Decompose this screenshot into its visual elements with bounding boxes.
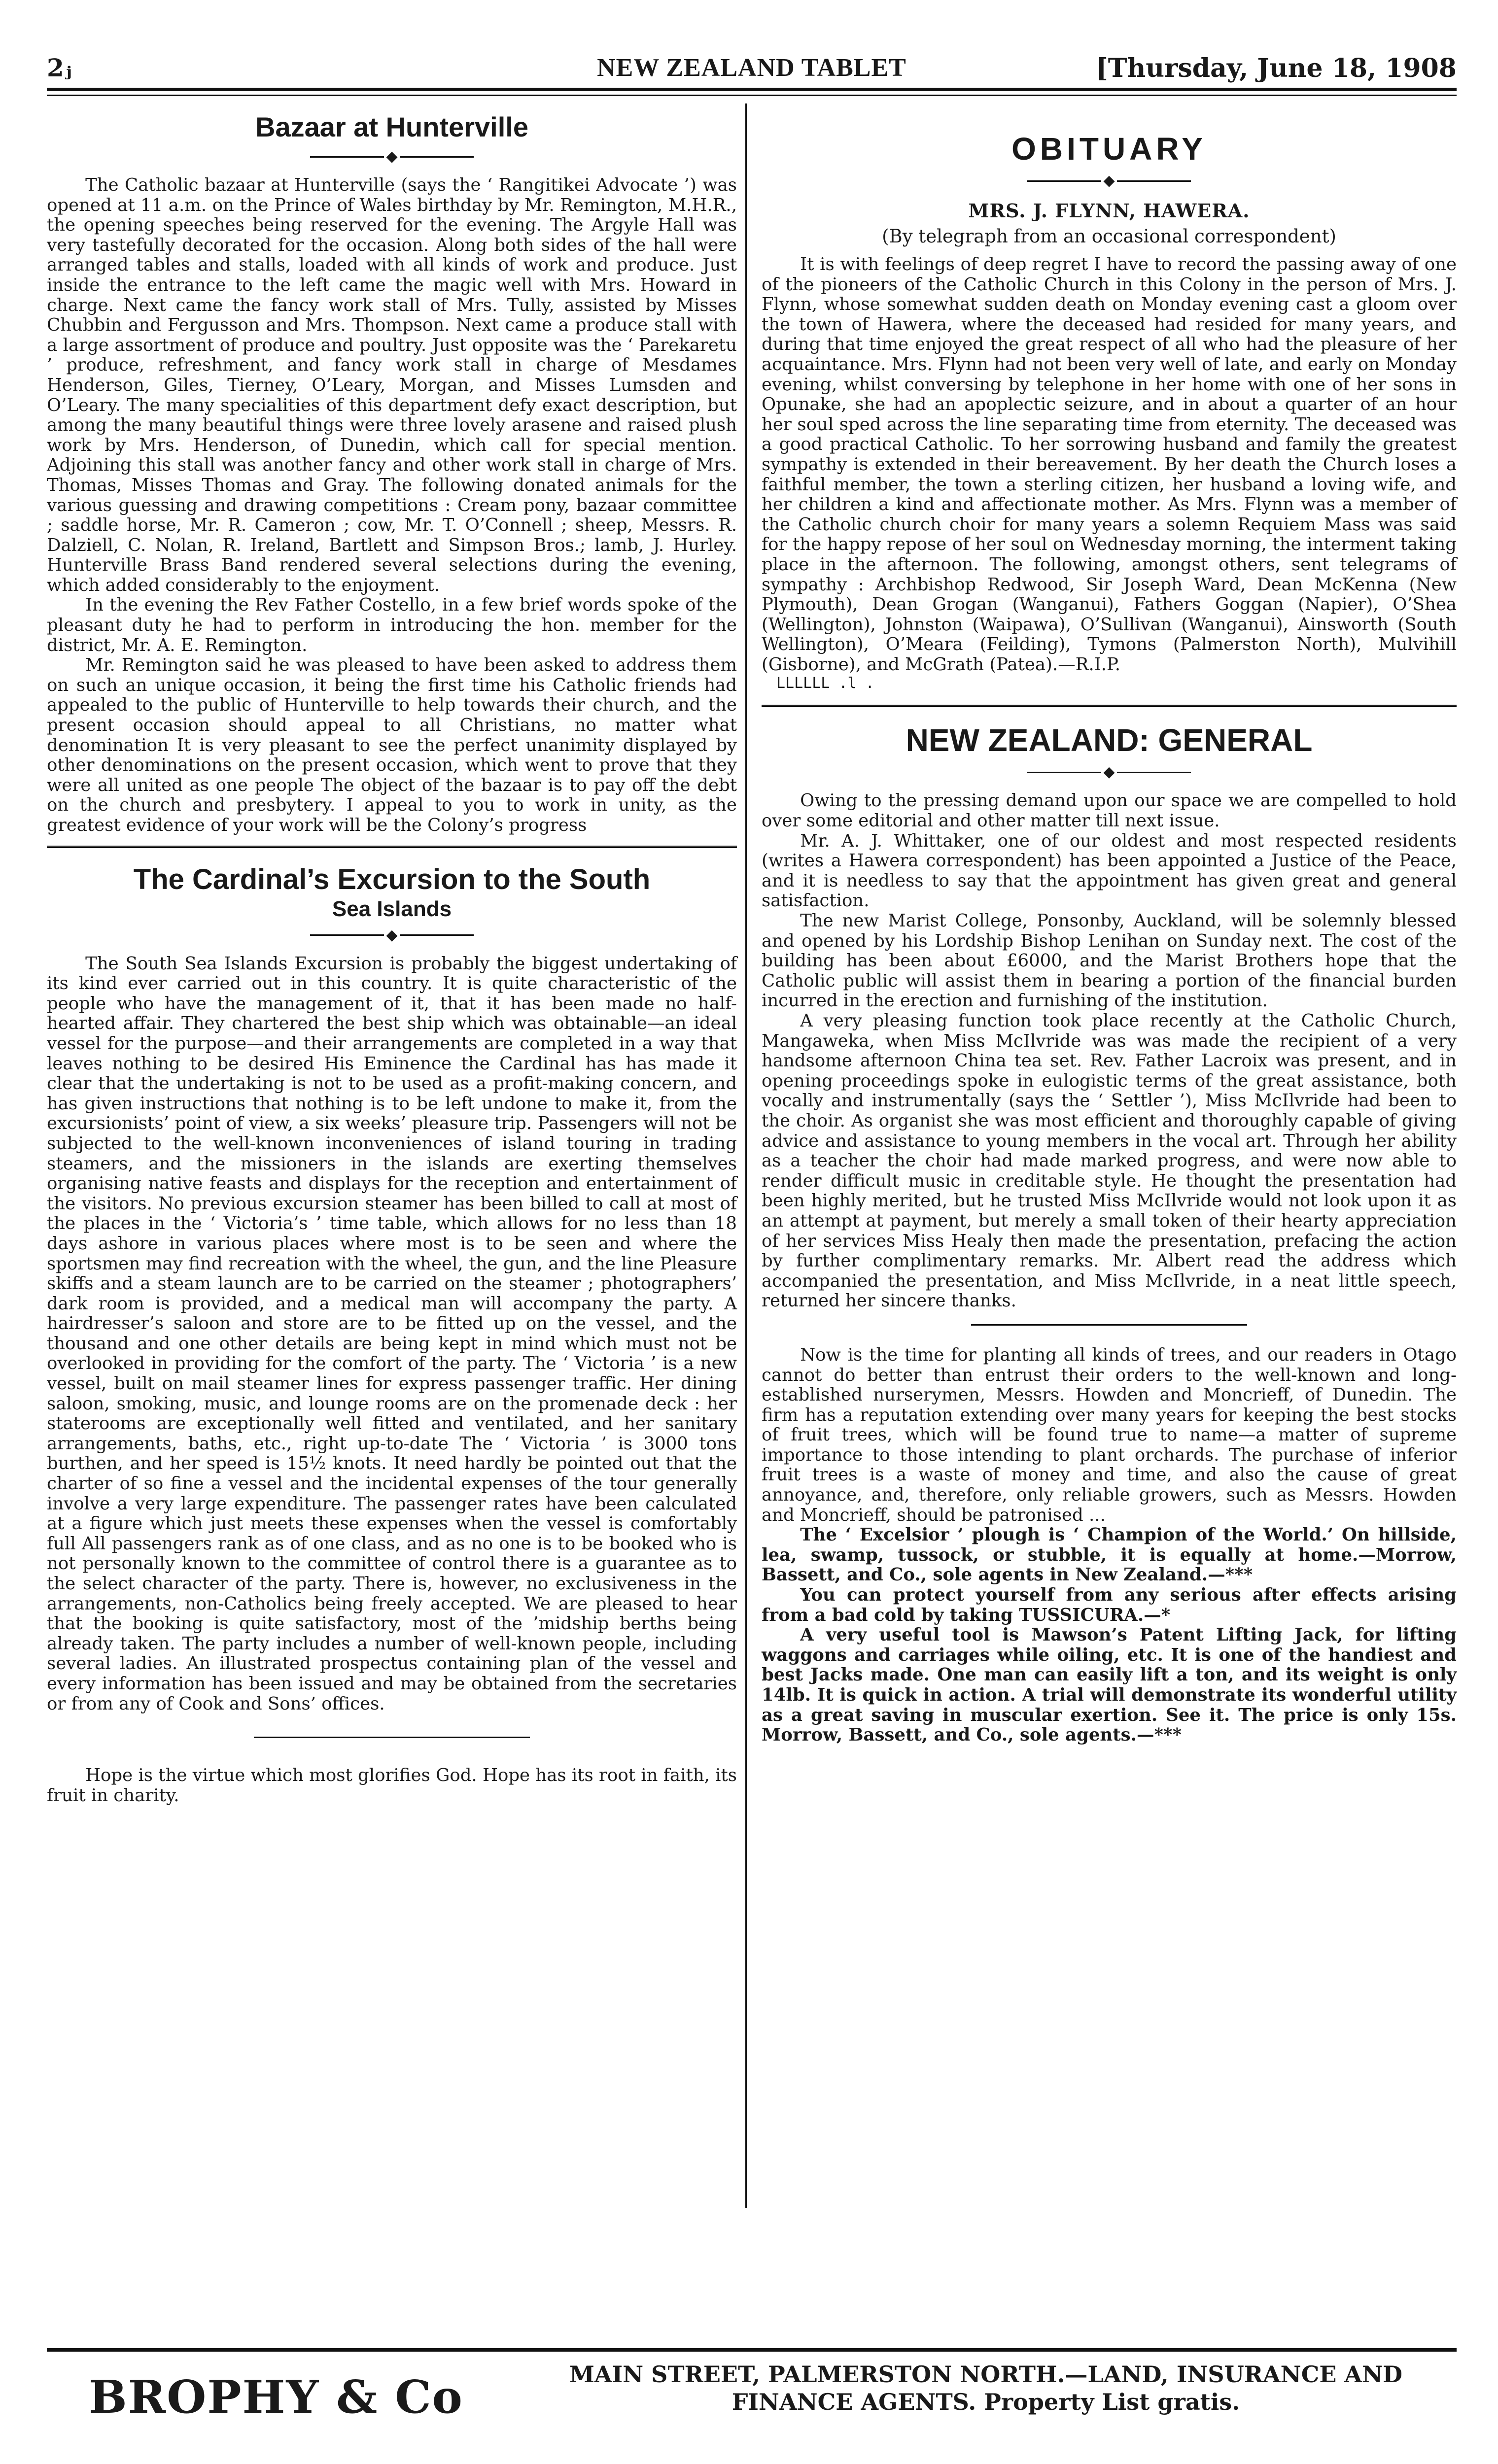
advertiser-address (518, 2361, 1454, 2416)
bazaar-paragraph: The Catholic bazaar at Hunterville (says the ‘ Rangitikei Advocate ’) was opened at 11 a.m. on the Prince of Wales birthday by Mr. Remington, M.H.R., the opening speeches being reserved for the evening. The Argyle Hall was very tastefully decorated for the occasion. Along both sides of the hall were arranged tables and stalls, loaded with all kinds of work and produce. Just inside the entrance to the left came the magic well with Mrs. Howard in charge. Next came the fancy work stall of Mrs. Tully, assisted by Misses Chubbin and Fergusson and Mrs. Thompson. Next came a produce stall with a large assortment of produce and poultry. Just opposite was the ‘ Parekaretu ’ produce, refreshment, and fancy work stall in charge of Mesdames Henderson, Giles, Tierney, O’Leary, Morgan, and Misses Lumsden and O’Leary. The many specialities of this department defy exact description, but among the many beautiful things were three lovely arasene and raised plush work by Mrs. Henderson, of Dunedin, which call for special mention. Adjoining this stall was another fancy and other work stall in charge of Mrs. Thomas, Misses Thomas and Gray. The following donated animals for the various guessing and drawing competitions : Cream pony, bazaar committee ; saddle horse, Mr. R. Cameron ; cow, Mr. T. O’Connell ; sheep, Messrs. R. Dalziell, C. Nolan, R. Ireland, Bartlett and Simpson Bros.; lamb, J. Hurley. Hunterville Brass Band rendered several selections during the evening, which added considerably to the enjoyment. (47, 175, 737, 595)
advertiser-name: BROPHY & Co (89, 2370, 463, 2424)
bazaar-title: Bazaar at Hunterville (255, 111, 528, 142)
footer-rule (47, 2348, 1457, 2352)
obituary-article (762, 131, 1457, 692)
address-line: MAIN STREET, PALMERSTON NORTH.—LAND, INSURANCE AND (569, 2361, 1403, 2388)
general-article (762, 722, 1457, 1745)
print-mark: LLLLLL .l . (776, 675, 874, 692)
obituary-source: (By telegraph from an occasional correspondent) (882, 226, 1336, 247)
ornament-divider: ◆ (47, 146, 737, 167)
excursion-title: The Cardinal’s Excursion to the South (133, 863, 651, 895)
ornament-divider: ◆ (762, 170, 1457, 191)
section-rule (762, 705, 1457, 707)
advert-paragraph: You can protect yourself from any serious after effects arising from a bad cold by taking TUSSICURA.—* (762, 1585, 1457, 1625)
advert-paragraph: The ‘ Excelsior ’ plough is ‘ Champion of the World.’ On hillside, lea, swamp, tussock, or stubble, it is equally at home.—Morrow, Bassett, and Co., sole agents in New Zealand.—*** (762, 1525, 1457, 1585)
right-column (762, 103, 1457, 1745)
short-rule (254, 1737, 530, 1738)
obituary-paragraph: It is with feelings of deep regret I have to record the passing away of one of the pioneers of the Catholic Church in this Colony in the person of Mrs. J. Flynn, whose somewhat sudden death on Monday evening cast a gloom over the town of Hawera, where the deceased had resided for many years, and during that time enjoyed the great respect of all who had the pleasure of her acquaintance. Mrs. Flynn had not been very well of late, and early on Monday evening, whilst conversing by telephone in her home with one of her sons in Opunake, she had an apoplectic seizure, and in about a quarter of an hour her soul sped across the line separating time from eternity. The deceased was a good practical Catholic. To her sorrowing husband and family the greatest sympathy is extended in their bereavement. By her death the Church loses a faithful member, the town a sterling citizen, her husband a loving wife, and her children a kind and affectionate mother. As Mrs. Flynn was a member of the Catholic church choir for many years a solemn Requiem Mass was said for the happy repose of her soul on Wednesday morning, the interment taking place in the afternoon. The following, amongst others, sent telegrams of sympathy : Archbishop Redwood, Sir Joseph Ward, Dean McKenna (New Plymouth), Dean Grogan (Wanganui), Fathers Goggan (Napier), O’Shea (Wellington), Johnston (Waipawa), O’Sullivan (Wanganui), Ainsworth (South Wellington), O’Meara (Feilding), Tymons (Palmerston North), Mulvihill (Gisborne), and McGrath (Patea).—R.I.P. (762, 254, 1457, 675)
ornament-divider: ◆ (762, 761, 1457, 782)
section-rule (47, 846, 737, 848)
excursion-paragraph: The South Sea Islands Excursion is probably the biggest undertaking of its kind ever carried out in this country. It is quite characteristic of the people who have the management of it, that it has been made no half-hearted affair. They chartered the best ship which was obtainable—an ideal vessel for the purpose—and their arrangements are completed in a way that leaves nothing to be desired His Eminence the Cardinal has has made it clear that the undertaking is not to be used as a profit-making concern, and has given instructions that nothing is to be left undone to make it, from the excursionists’ point of view, a six weeks’ pleasure trip. Passengers will not be subjected to the well-known inconveniences of island touring in trading steamers, and the missioners in the islands are exerting themselves organising native feasts and displays for the reception and entertainment of the visitors. No previous excursion steamer has been billed to call at most of the places in the ‘ Victoria’s ’ time table, which allows for no less than 18 days ashore in various places where most is to be seen and where the sportsmen may find recreation with the wheel, the gun, and the line Pleasure skiffs and a steam launch are to be carried on the steamer ; photographers’ dark room is provided, and a medical man will accompany the party. A hairdresser’s saloon and store are to be fitted up on the vessel, and the thousand and one other details are being kept in mind which must not be overlooked in providing for the comfort of the party. The ‘ Victoria ’ is a new vessel, built on mail steamer lines for express passenger traffic. Her dining saloon, smoking, music, and lounge rooms are on the promenade deck : her staterooms are exceptionally well fitted and ventilated, and her sanitary arrangements, baths, etc., right up-to-date The ‘ Victoria ’ is 3000 tons burthen, and her speed is 15½ knots. It need hardly be pointed out that the charter of so fine a vessel and the incidental expenses of the tour generally involve a very large expenditure. The passenger rates have been calculated at a figure which just meets these expenses when the vessel is comfortably full All passengers rank as of one class, and as no one is to be booked who is not personally known to the committee of control there is a guarantee as to the select character of the party. There is, however, no exclusiveness in the arrangements, non-Catholics being freely accepted. We are pleased to hear that the booking is quite satisfactory, most of the ’midship berths being already taken. The party includes a number of well-known people, including several ladies. An illustrated prospectus containing plan of the vessel and every information has been issued and may be obtained from the secretaries or from any of Cook and Sons’ offices. (47, 953, 737, 1714)
general-title: NEW ZEALAND: GENERAL (906, 722, 1313, 758)
excursion-filler: Hope is the virtue which most glorifies God. Hope has its root in faith, its fruit in charity. (47, 1765, 737, 1806)
advert-paragraph: A very useful tool is Mawson’s Patent Lifting Jack, for lifting waggons and carriages while oiling, etc. It is one of the handiest and best Jacks made. One man can easily lift a ton, and its weight is only 14lb. It is quick in action. A trial will demonstrate its wonderful utility as a great saving in muscular exertion. See it. The price is only 15s. Morrow, Bassett, and Co., sole agents.—*** (762, 1625, 1457, 1745)
bazaar-article (47, 111, 737, 836)
short-rule (971, 1324, 1247, 1326)
advert-paragraph: Now is the time for planting all kinds of trees, and our readers in Otago cannot do better than entrust their orders to the well-known and long-established nurserymen, Messrs. Howden and Moncrieff, of Dunedin. The firm has a reputation extending over many years for keeping the best stocks of fruit trees, which will be found true to name—a matter of supreme importance to those intending to plant orchards. The purchase of inferior fruit trees is a waste of money and time, and also the cause of great annoyance, and, therefore, only reliable growers, such as Messrs. Howden and Moncrieff, should be patronised ... (762, 1344, 1457, 1525)
excursion-subtitle: Sea Islands (332, 896, 452, 921)
masthead-rule (47, 88, 1457, 91)
footer-advert (47, 2361, 1457, 2459)
obituary-title: OBITUARY (1011, 131, 1207, 167)
masthead-rule-thin (47, 95, 1457, 96)
general-paragraph: The new Marist College, Ponsonby, Auckland, will be solemnly blessed and opened by his Lordship Bishop Lenihan on Sunday next. The cost of the building has been about £6000, and the Marist Brothers hope that the Catholic public will assist them in bearing a portion of the financial burden incurred in the erection and furnishing of the institution. (762, 911, 1457, 1011)
page-number: 2ⱼ (47, 53, 72, 82)
general-paragraph: A very pleasing function took place recently at the Catholic Church, Mangaweka, when Miss McIlvride was was made the recipient of a very handsome afternoon China tea set. Rev. Father Lacroix was present, and in opening proceedings spoke in eulogistic terms of the great assistance, both vocally and instrumentally (says the ‘ Settler ’), Miss McIlvride had been to the choir. As organist she was most efficient and thoroughly capable of giving advice and assistance to young members in the vocal art. Through her ability as a teacher the choir had made marked progress, and were now able to render difficult music in creditable style. He thought the presentation had been highly merited, but he trusted Miss McIlvride would not look upon it as an attempt at payment, but merely a small token of their hearty appreciation of her services Miss Healy then made the presentation, prefacing the action by further complimentary remarks. Mr. Albert read the address which accompanied the presentation, and Miss McIlvride, in a neat little speech, returned her sincere thanks. (762, 1011, 1457, 1311)
ornament-divider: ◆ (47, 924, 737, 945)
bazaar-paragraph: Mr. Remington said he was pleased to have been asked to address them on such an unique occasion, it being the first time his Catholic friends had appealed to the public of Hunterville to help towards their church, and the present occasion should appeal to all Christians, no matter what denomination It is very pleasant to see the perfect unanimity displayed by other denominations on the present occasion, which went to prove that they were all united as one people The object of the bazaar is to pay off the debt on the church and presbytery. I appeal to you to work in unity, as the greatest evidence of your work will be the Colony’s progress (47, 655, 737, 835)
left-column (47, 103, 737, 1806)
address-line: FINANCE AGENTS. Property List gratis. (732, 2389, 1240, 2415)
issue-date: [Thursday, June 18, 1908 (1096, 53, 1457, 83)
excursion-article (47, 863, 737, 1806)
general-paragraph: Owing to the pressing demand upon our space we are compelled to hold over some editorial and other matter till next issue. (762, 790, 1457, 831)
general-paragraph: Mr. A. J. Whittaker, one of our oldest and most respected residents (writes a Hawera correspondent) has been appointed a Justice of the Peace, and it is needless to say that the appointment has given great and general satisfaction. (762, 830, 1457, 911)
obituary-name: MRS. J. FLYNN, HAWERA. (968, 200, 1250, 222)
bazaar-paragraph: In the evening the Rev Father Costello, in a few brief words spoke of the pleasant duty he had to perform in introducing the hon. member for the district, Mr. A. E. Remington. (47, 595, 737, 655)
column-divider (745, 103, 747, 2208)
publication-title: NEW ZEALAND TABLET (597, 54, 906, 82)
